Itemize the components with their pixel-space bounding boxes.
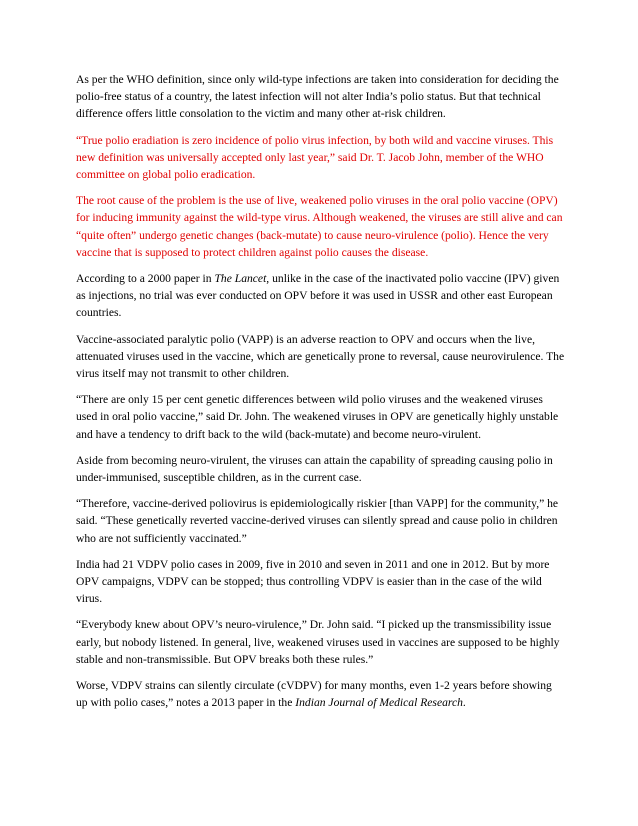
paragraph: “Everybody knew about OPV’s neuro-virulence,” Dr. John said. “I picked up the transmissibility issue early, but nobody listened. In general, live, weakened viruses used in vaccines are supposed to be highly stable and non-transmissible. But OPV breaks both these rules.”	[76, 618, 560, 666]
paragraph: “There are only 15 per cent genetic differences between wild polio viruses and the weakened viruses used in oral polio vaccine,” said Dr. John. The weakened viruses in OPV are genetically highly unstable and have a tendency to drift back to the wild (back-mutate) and become neuro-virulent.	[76, 393, 559, 441]
paragraph: Vaccine-associated paralytic polio (VAPP) is an adverse reaction to OPV and occurs when the live, attenuated viruses used in the vaccine, which are genetically prone to reversal, cause neurovirulence. The virus itself may not transmit to other children.	[76, 332, 565, 381]
paragraph-text: .	[462, 696, 466, 710]
highlighted-paragraph: The root cause of the problem is the use of live, weakened polio viruses in the oral polio vaccine (OPV) for inducing immunity against the wild-type virus. Although weakened, the viruses are still alive and can “quite often” undergo genetic changes (back-mutate) to cause neuro-virulence (polio). Hence the very vaccine that is supposed to protect children against polio causes the disease.	[76, 194, 563, 259]
paragraph	[76, 677, 566, 711]
paragraph: “Therefore, vaccine-derived poliovirus is epidemiologically riskier [than VAPP] for the community,” he said. “These genetically reverted vaccine-derived viruses can silently spread and cause polio in children who are not sufficiently vaccinated.”	[76, 497, 559, 545]
paragraph	[76, 270, 566, 322]
document-body	[76, 71, 566, 721]
highlighted-quote-paragraph: “True polio eradiation is zero incidence of polio virus infection, by both wild and vaccine viruses. This new definition was universally accepted only last year,” said Dr. T. Jacob John, member of the WHO committee on global polio eradication.	[76, 133, 554, 182]
paragraph: Aside from becoming neuro-virulent, the viruses can attain the capability of spreading causing polio in under-immunised, susceptible children, as in the current case.	[76, 453, 553, 485]
journal-title: The Lancet	[214, 272, 267, 286]
journal-title: Indian Journal of Medical Research	[295, 696, 463, 710]
paragraph-text: Worse, VDPV strains can silently circulate (cVDPV) for many months, even 1-2 years before showing up with polio cases,” notes a 2013 paper in the	[76, 679, 552, 710]
paragraph: As per the WHO definition, since only wild-type infections are taken into consideration for deciding the polio-free status of a country, the latest infection will not alter India’s polio status. But that technical difference offers little consolation to the victim and many other at-risk children.	[76, 73, 559, 121]
paragraph-text: , unlike in the case of the inactivated polio vaccine (IPV) given as injections, no trial was ever conducted on OPV before it was used in USSR and other east European countries.	[76, 272, 560, 320]
paragraph-text: According to a 2000 paper in	[76, 272, 215, 286]
paragraph: India had 21 VDPV polio cases in 2009, five in 2010 and seven in 2011 and one in 2012. But by more OPV campaigns, VDPV can be stopped; thus controlling VDPV is easier than in the case of the wild virus.	[76, 557, 550, 606]
